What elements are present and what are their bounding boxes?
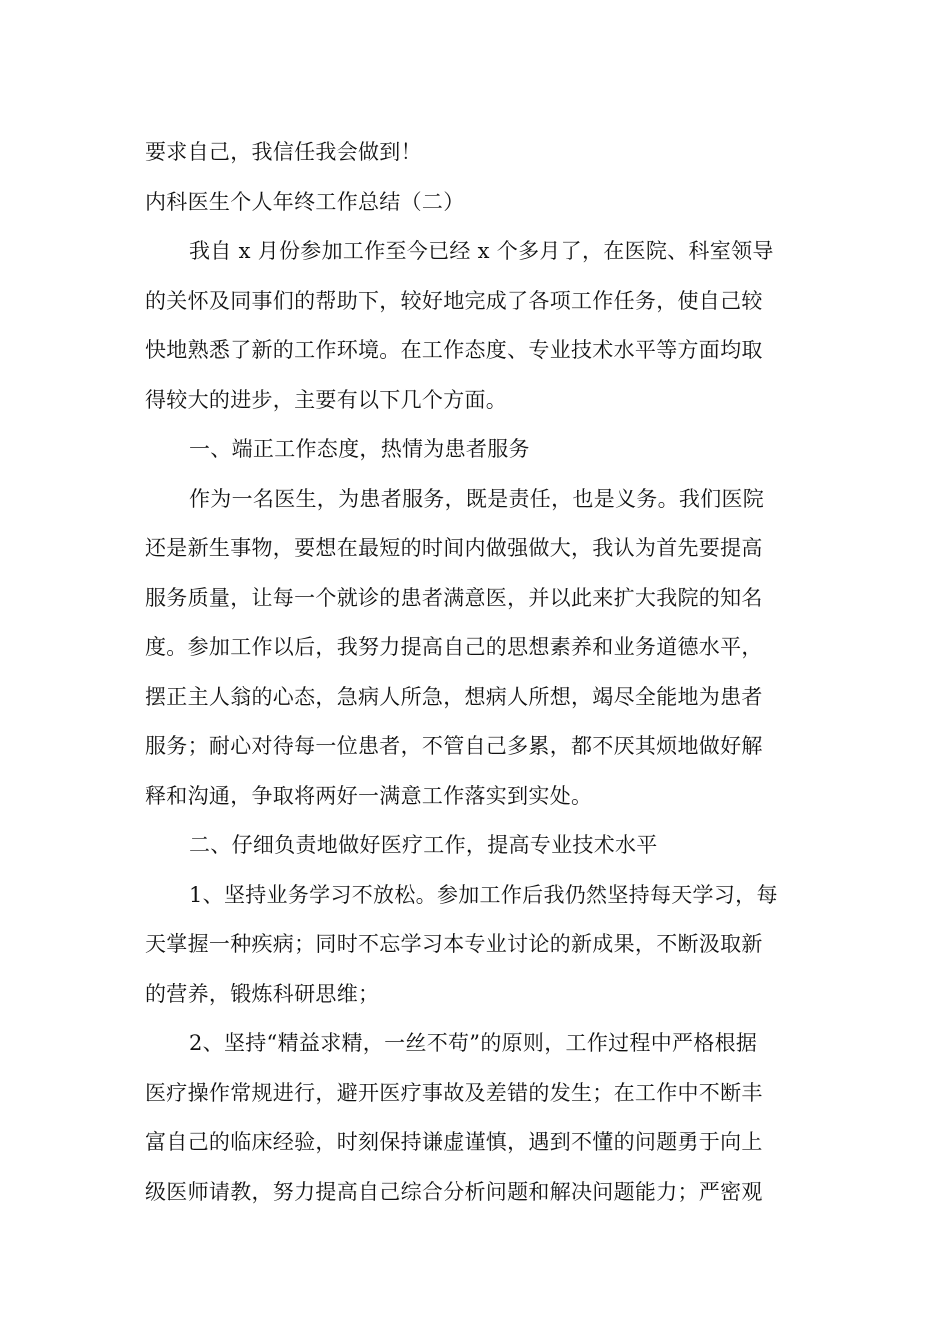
text-line: 服务质量，让每一个就诊的患者满意医，并以此来扩大我院的知名: [145, 585, 763, 610]
text-line: 医疗操作常规进行，避开医疗事故及差错的发生；在工作中不断丰: [145, 1080, 763, 1105]
text-line: 2、坚持“精益求精，一丝不苟”的原则，工作过程中严格根据: [189, 1031, 758, 1055]
subheading: 一、端正工作态度，热情为患者服务: [189, 437, 530, 461]
text-line: 释和沟通，争取将两好一满意工作落实到实处。: [145, 783, 593, 808]
text-line: 快地熟悉了新的工作环境。在工作态度、专业技术水平等方面均取: [145, 338, 763, 362]
text-line: 富自己的临床经验，时刻保持谦虚谨慎，遇到不懂的问题勇于向上: [145, 1130, 763, 1154]
text-line: 天掌握一种疾病；同时不忘学习本专业讨论的新成果，不断汲取新: [145, 932, 763, 956]
text-line: 还是新生事物，要想在最短的时间内做强做大，我认为首先要提高: [145, 536, 763, 560]
text-line: 摆正主人翁的心态，急病人所急，想病人所想，竭尽全能地为患者: [145, 684, 763, 709]
text-line: 要求自己，我信任我会做到！: [145, 140, 422, 164]
text-line: 服务；耐心对待每一位患者，不管自己多累，都不厌其烦地做好解: [145, 734, 763, 758]
text-line: 的关怀及同事们的帮助下，较好地完成了各项工作任务，使自己较: [145, 288, 763, 313]
text-line: 级医师请教，努力提高自己综合分析问题和解决问题能力；严密观: [145, 1179, 763, 1204]
subheading: 二、仔细负责地做好医疗工作，提高专业技术水平: [189, 833, 658, 857]
text-line: 得较大的进步，主要有以下几个方面。: [145, 387, 508, 412]
text-line: 度。参加工作以后，我努力提高自己的思想素养和业务道德水平，: [145, 635, 763, 659]
document-body: [145, 128, 810, 1217]
section-title: 内科医生个人年终工作总结（二）: [145, 189, 465, 214]
text-line: 作为一名医生，为患者服务，既是责任，也是义务。我们医院: [189, 486, 765, 511]
text-line: 1、坚持业务学习不放松。参加工作后我仍然坚持每天学习，每: [189, 882, 778, 907]
text-line: 我自 x 月份参加工作至今已经 x 个多月了，在医院、科室领导: [189, 239, 774, 263]
text-line: 的营养，锻炼科研思维；: [145, 981, 380, 1006]
